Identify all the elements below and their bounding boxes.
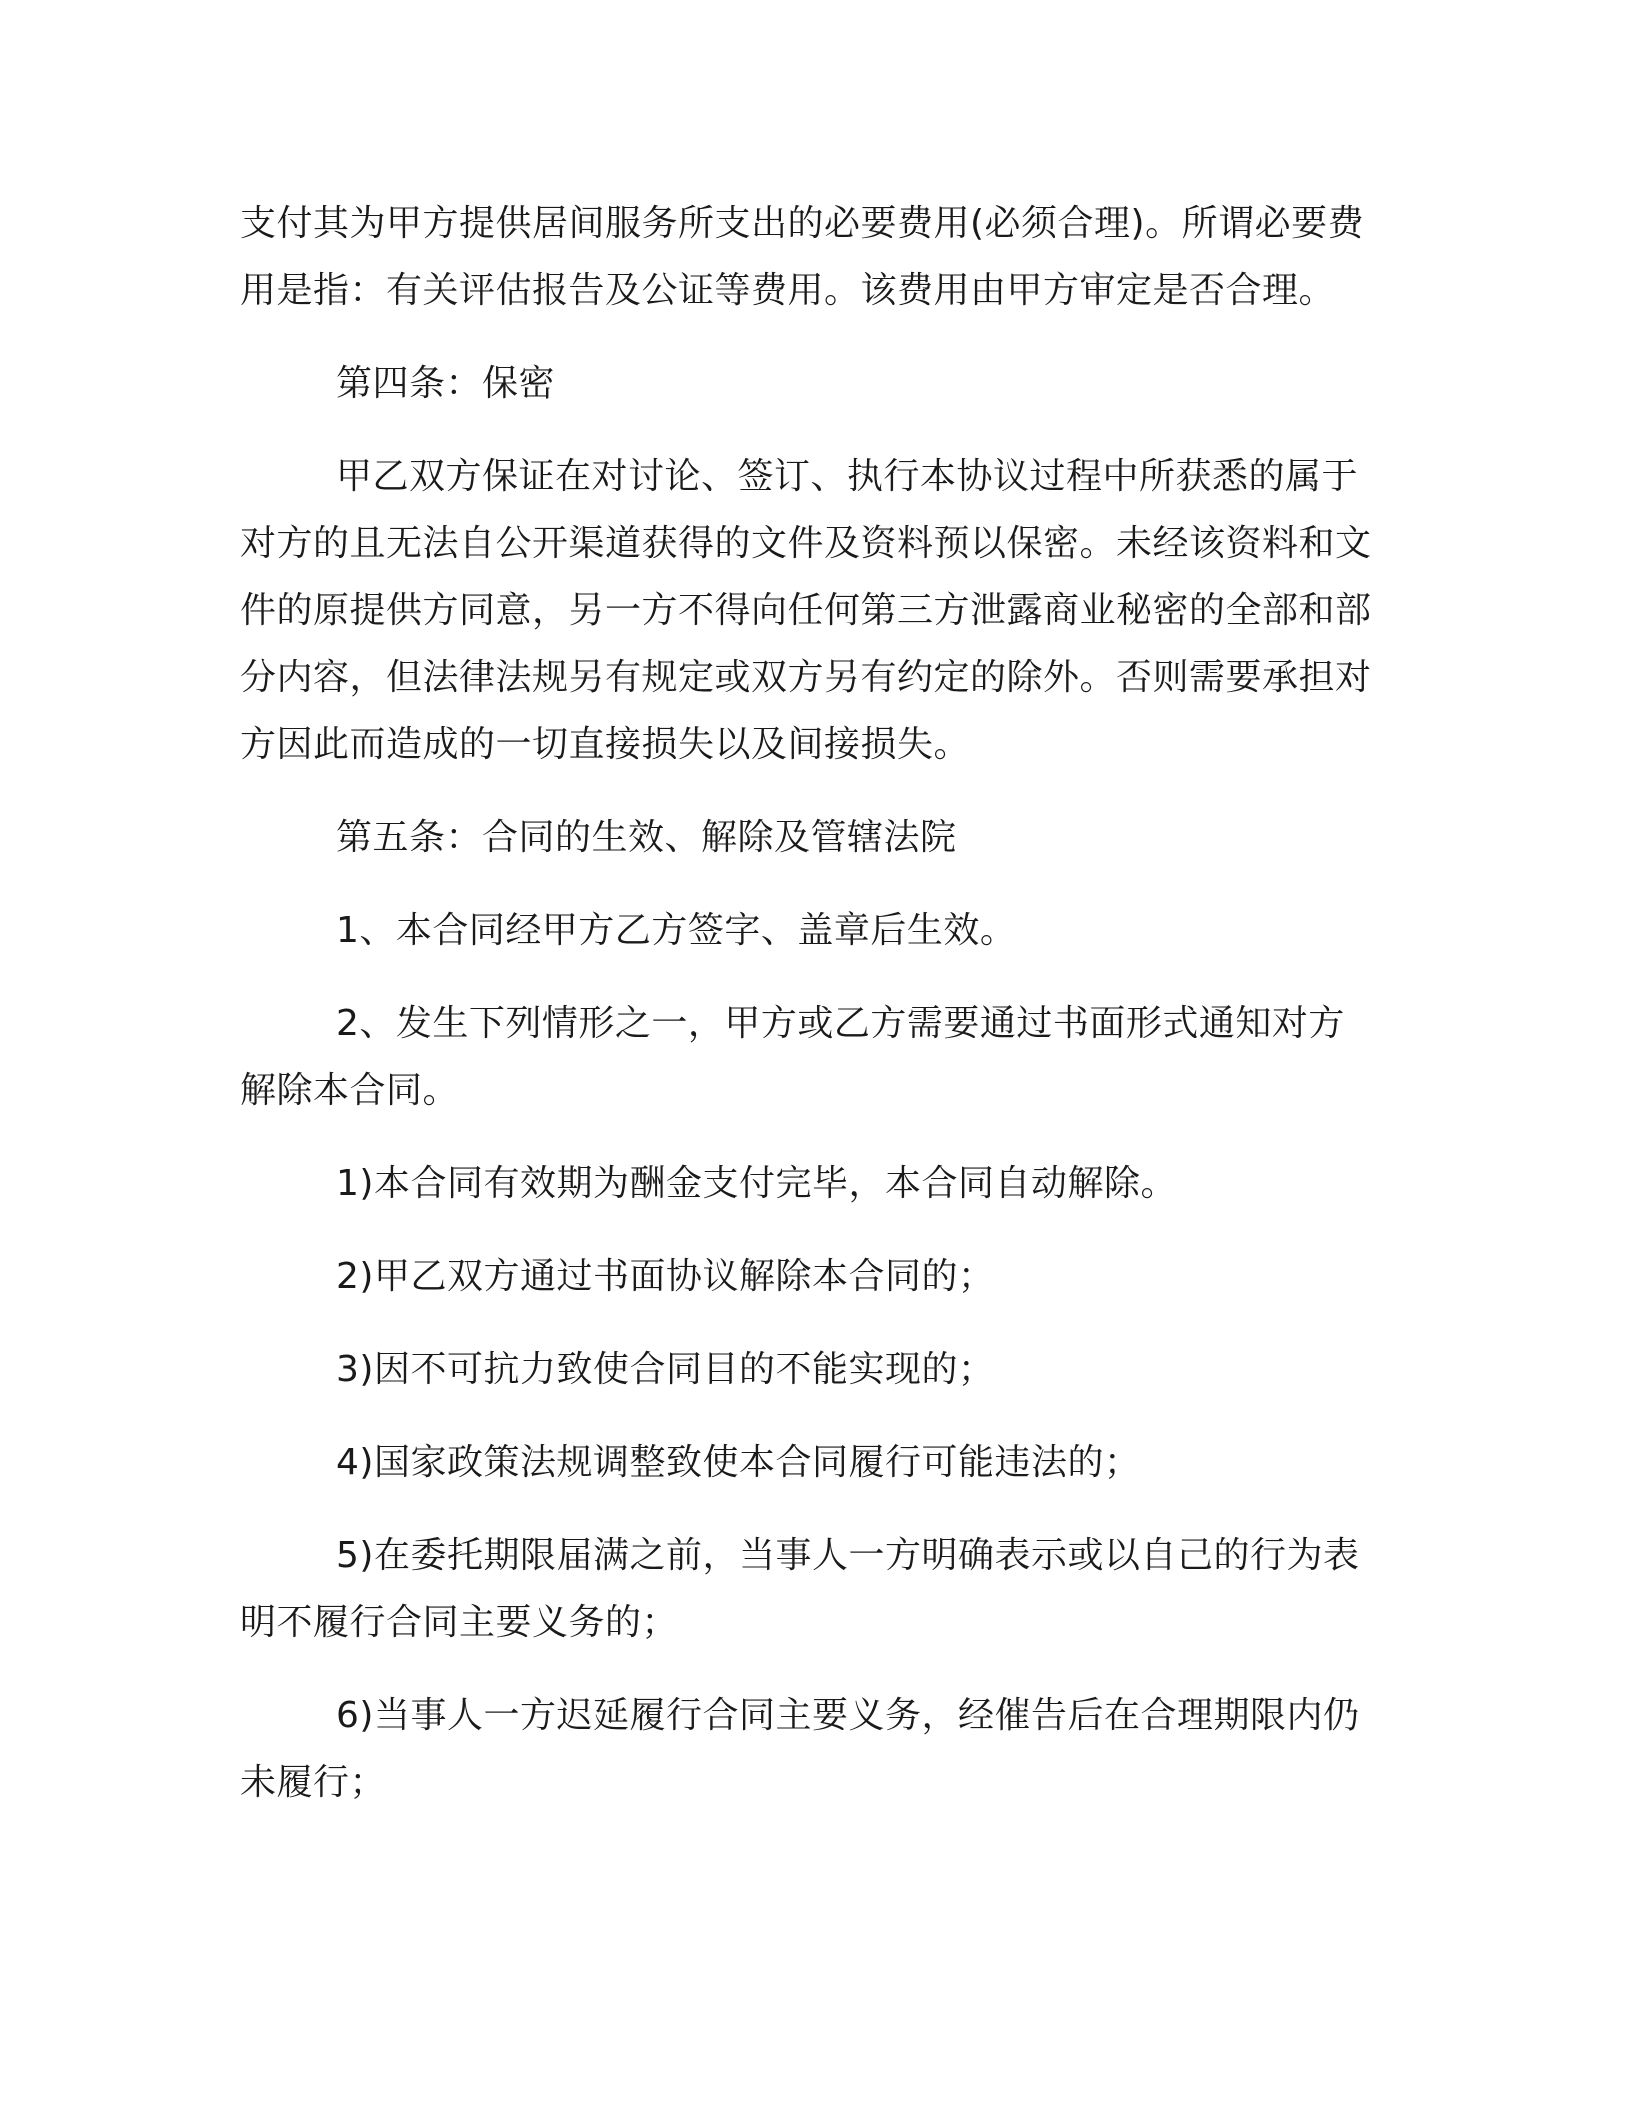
heading-article-4-confidentiality: 第四条：保密 — [336, 363, 556, 404]
clause-2-termination-notice: 2、发生下列情形之一，甲方或乙方需要通过书面形式通知对方解除本合同。 — [240, 1003, 1345, 1111]
document-body — [240, 190, 1380, 1842]
paragraph-necessary-expenses: 支付其为甲方提供居间服务所支出的必要费用(必须合理)。所谓必要费用是指：有关评估报告及公证等费用。该费用由甲方审定是否合理。 — [240, 203, 1365, 311]
clause-1-effective: 1、本合同经甲方乙方签字、盖章后生效。 — [336, 910, 1017, 951]
item-4-policy-change: 4)国家政策法规调整致使本合同履行可能违法的； — [336, 1442, 1141, 1483]
item-3-force-majeure: 3)因不可抗力致使合同目的不能实现的； — [336, 1349, 995, 1390]
paragraph-confidentiality-terms: 甲乙双方保证在对讨论、签订、执行本协议过程中所获悉的属于对方的且无法自公开渠道获得的文件及资料预以保密。未经该资料和文件的原提供方同意，另一方不得向任何第三方泄露商业秘密的全部和部分内容，但法律法规另有规定或双方另有约定的除外。否则需要承担对方因此而造成的一切直接损失以及间接损失。 — [240, 456, 1372, 765]
item-1-auto-termination: 1)本合同有效期为酬金支付完毕，本合同自动解除。 — [336, 1163, 1177, 1204]
item-2-written-agreement: 2)甲乙双方通过书面协议解除本合同的； — [336, 1256, 995, 1297]
heading-article-5-effect-termination: 第五条：合同的生效、解除及管辖法院 — [336, 817, 957, 858]
item-5-anticipatory-breach: 5)在委托期限届满之前，当事人一方明确表示或以自己的行为表明不履行合同主要义务的； — [240, 1535, 1360, 1643]
item-6-delayed-performance: 6)当事人一方迟延履行合同主要义务，经催告后在合理期限内仍未履行； — [240, 1695, 1360, 1803]
